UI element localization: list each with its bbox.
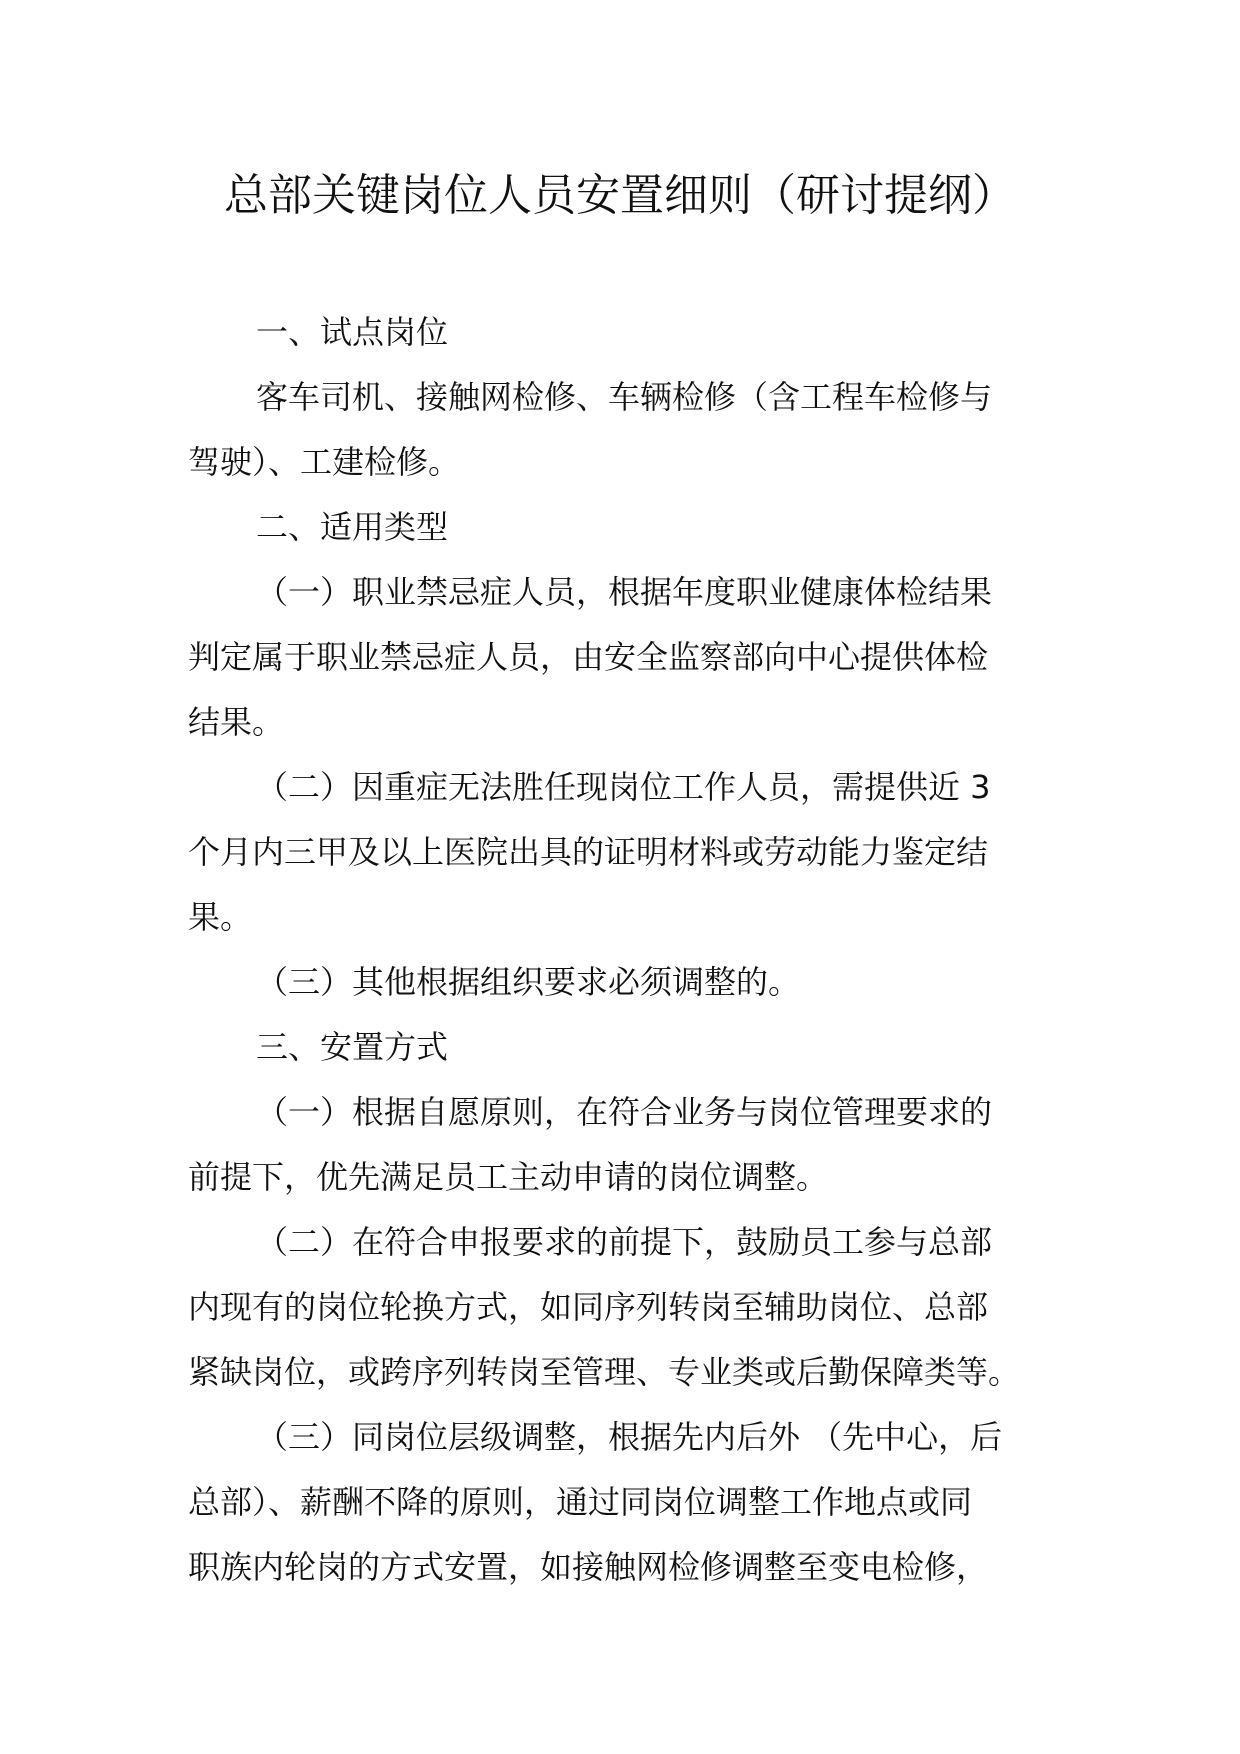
- text-line: 一、试点岗位: [256, 313, 449, 351]
- text-line: 职族内轮岗的方式安置，如接触网检修调整至变电检修，: [188, 1548, 989, 1586]
- text-line: （三）同岗位层级调整，根据先内后外 （先中心，后: [256, 1418, 1003, 1456]
- text-line: 个月内三甲及以上医院出具的证明材料或劳动能力鉴定结: [188, 833, 989, 871]
- text-line: （三）其他根据组织要求必须调整的。: [256, 963, 801, 1001]
- text-line: 驾驶）、工建检修。: [188, 443, 461, 481]
- text-line: 紧缺岗位，或跨序列转岗至管理、专业类或后勤保障类等。: [188, 1353, 1021, 1391]
- document-body: [188, 300, 1058, 1600]
- document-title: 总部关键岗位人员安置细则（研讨提纲）: [224, 170, 1016, 221]
- text-line: 前提下，优先满足员工主动申请的岗位调整。: [188, 1158, 829, 1196]
- text-line: 果。: [188, 898, 253, 936]
- text-line: 客车司机、接触网检修、车辆检修（含工程车检修与: [256, 378, 993, 416]
- text-line: （二）因重症无法胜任现岗位工作人员，需提供近 3: [256, 768, 991, 806]
- text-line: 内现有的岗位轮换方式，如同序列转岗至辅助岗位、总部: [188, 1288, 989, 1326]
- text-line: （一）职业禁忌症人员，根据年度职业健康体检结果: [256, 573, 993, 611]
- text-line: 三、安置方式: [256, 1028, 449, 1066]
- text-line: （二）在符合申报要求的前提下，鼓励员工参与总部: [256, 1223, 993, 1261]
- text-line: 总部）、薪酬不降的原则，通过同岗位调整工作地点或同: [188, 1483, 973, 1521]
- text-line: 结果。: [188, 703, 285, 741]
- text-line: 判定属于职业禁忌症人员，由安全监察部向中心提供体检: [188, 638, 989, 676]
- text-line: 二、适用类型: [256, 508, 449, 546]
- text-line: （一）根据自愿原则，在符合业务与岗位管理要求的: [256, 1093, 993, 1131]
